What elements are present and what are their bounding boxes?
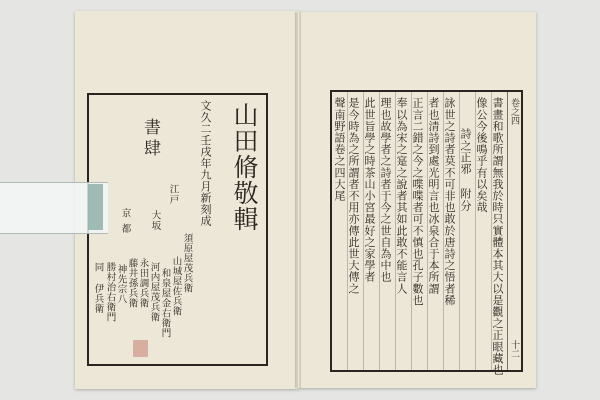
- publisher-name: 勝村治右衛門: [104, 262, 116, 322]
- text-column: 奉以為宋之寔之說者其如此敢不能言人: [395, 97, 408, 295]
- publisher-name: 同 伊兵衛: [92, 262, 104, 314]
- publication-date: 文久二壬戌年九月新刻成: [199, 100, 212, 227]
- section-heading: 詩之正邪 附分: [459, 128, 472, 212]
- book-title: 山田脩敬輯: [230, 102, 259, 232]
- text-column: 像公今後鳴乎有以矣哉: [475, 97, 488, 213]
- book-fold: [295, 12, 301, 388]
- text-column: 書畫和歌所謂無我於時只實體本其大以是觀之正眼藏也: [491, 97, 504, 376]
- publisher-name: 山城屋佐兵衛: [170, 256, 182, 316]
- publisher-name: 藤井孫兵衛: [126, 258, 138, 308]
- city-label: 京都: [119, 208, 131, 239]
- publisher-name: 永田調兵衛: [137, 258, 149, 308]
- clip-edge: [88, 184, 103, 230]
- publisher-name: 河内屋茂兵衛: [148, 262, 160, 322]
- publisher-name: 神先宗八: [115, 264, 127, 304]
- text-column: 是今時為之所謂者不用亦傳此世大傳之: [347, 97, 360, 295]
- city-label: 江戸: [167, 184, 179, 205]
- folio-number: 十二: [509, 340, 519, 358]
- volume-end-mark: 聲南野語卷之四大尾: [333, 97, 346, 202]
- running-title: 卷之四: [509, 98, 519, 125]
- red-seal-stamp: [133, 340, 148, 357]
- publisher-name: 須原屋茂兵衛: [181, 233, 193, 293]
- text-column: 詠世之詩者莫不可非也敢於唐詩之悟者稀: [443, 97, 456, 306]
- running-title-strip: [507, 92, 522, 370]
- publisher-name: 和泉屋金右衛門: [159, 268, 171, 338]
- text-column: 理也故學者之詩者于今之世自為中也: [379, 97, 392, 283]
- city-label: 大坂: [149, 210, 161, 231]
- text-column: 此世旨學之時茶山小宮最好之家學者: [363, 97, 376, 283]
- bookseller-label: 書肆: [140, 118, 160, 160]
- text-column: 正言二錯之今之喋喋者可不慎也孔子數也: [411, 97, 424, 306]
- text-column: 者也清詩到處光明言也冰泉合于本所謂: [427, 97, 440, 295]
